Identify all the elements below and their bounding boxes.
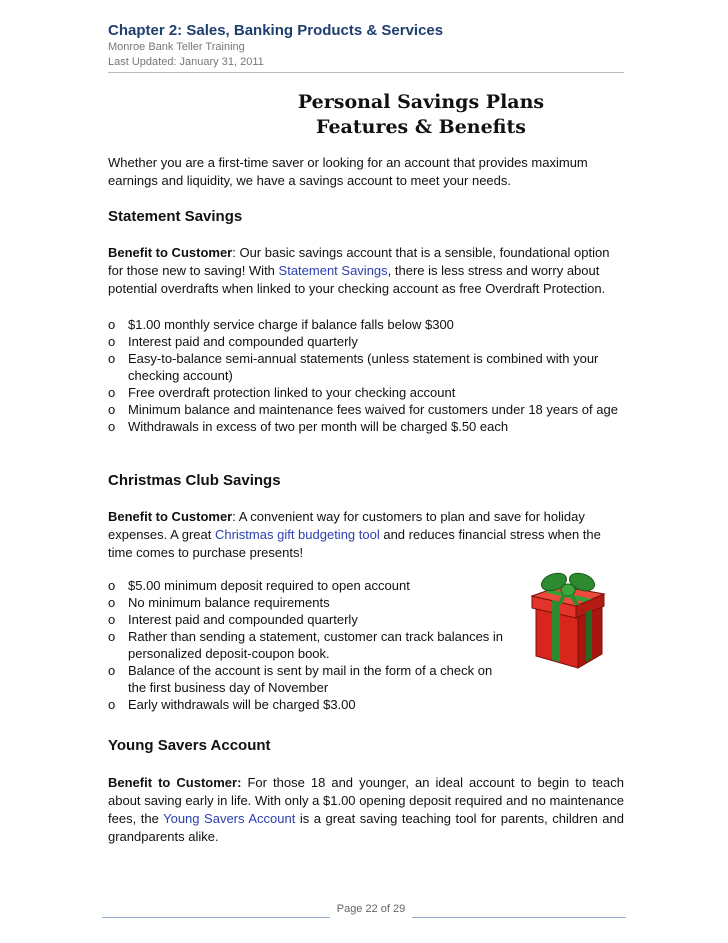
list-item: o Easy-to-balance semi-annual statements (unless statement is combined with your checking account) <box>108 350 624 384</box>
title-line-1: Personal Savings Plans <box>297 91 545 113</box>
christmas-features-list <box>108 577 508 713</box>
document-title <box>108 90 624 140</box>
benefit-label: Benefit to Customer <box>108 245 233 260</box>
benefit-label: Benefit to Customer <box>108 509 233 524</box>
list-item: o $5.00 minimum deposit required to open account <box>108 577 508 594</box>
header-divider <box>108 72 624 73</box>
statement-savings-link[interactable]: Statement Savings <box>278 263 388 278</box>
last-updated: Last Updated: January 31, 2011 <box>108 56 264 68</box>
list-item: o Interest paid and compounded quarterly <box>108 333 624 350</box>
benefit-text: is a great saving teaching tool for parents, children and grandparents alike. <box>108 811 625 844</box>
page-header <box>108 22 624 70</box>
gift-box-icon <box>530 566 606 670</box>
list-item: o Balance of the account is sent by mail in the form of a check on the first business day of November <box>108 662 508 696</box>
benefit-text: For those 18 and younger, an ideal account to begin to teach about saving early in life. With only a $1.00 opening deposit required and no maintenance fees, the <box>108 775 624 826</box>
benefit-text: : Our basic savings account that is a sensible, foundational option for those new to saving! With <box>108 245 610 278</box>
list-item: o Rather than sending a statement, customer can track balances in personalized deposit-coupon book. <box>108 628 508 662</box>
statement-benefit-paragraph <box>108 244 624 298</box>
benefit-label: Benefit to Customer: <box>108 775 242 790</box>
page-number: Page 22 of 29 <box>336 903 406 915</box>
benefit-text: : A convenient way for customers to plan and save for holiday expenses. A great <box>108 509 585 542</box>
list-item: o Minimum balance and maintenance fees waived for customers under 18 years of age <box>108 401 624 418</box>
list-item: o Free overdraft protection linked to your checking account <box>108 384 624 401</box>
training-subtitle: Monroe Bank Teller Training <box>108 41 245 53</box>
chapter-title: Chapter 2: Sales, Banking Products & Services <box>108 22 444 39</box>
statement-features-list <box>108 316 624 435</box>
christmas-club-heading: Christmas Club Savings <box>108 472 281 489</box>
list-item: o Withdrawals in excess of two per month will be charged $.50 each <box>108 418 624 435</box>
intro-paragraph: Whether you are a first-time saver or looking for an account that provides maximum earnings and liquidity, we have a savings account to meet your needs. <box>108 155 588 188</box>
young-savers-link[interactable]: Young Savers Account <box>163 811 296 826</box>
title-line-2: Features & Benefits <box>316 116 526 138</box>
list-item: o $1.00 monthly service charge if balance falls below $300 <box>108 316 624 333</box>
young-benefit-paragraph <box>108 774 624 846</box>
footer-divider-right <box>412 917 626 918</box>
benefit-text: , there is less stress and worry about potential overdrafts when linked to your checking account as free Overdraft Protection. <box>108 263 606 296</box>
statement-savings-heading: Statement Savings <box>108 208 243 225</box>
list-item: o Early withdrawals will be charged $3.00 <box>108 696 508 713</box>
benefit-text: and reduces financial stress when the time comes to purchase presents! <box>108 527 601 560</box>
christmas-gift-link[interactable]: Christmas gift budgeting tool <box>214 527 380 542</box>
list-item: o No minimum balance requirements <box>108 594 508 611</box>
list-item: o Interest paid and compounded quarterly <box>108 611 508 628</box>
footer-divider-left <box>102 917 330 918</box>
young-savers-heading: Young Savers Account <box>108 737 271 754</box>
christmas-benefit-paragraph <box>108 508 624 562</box>
